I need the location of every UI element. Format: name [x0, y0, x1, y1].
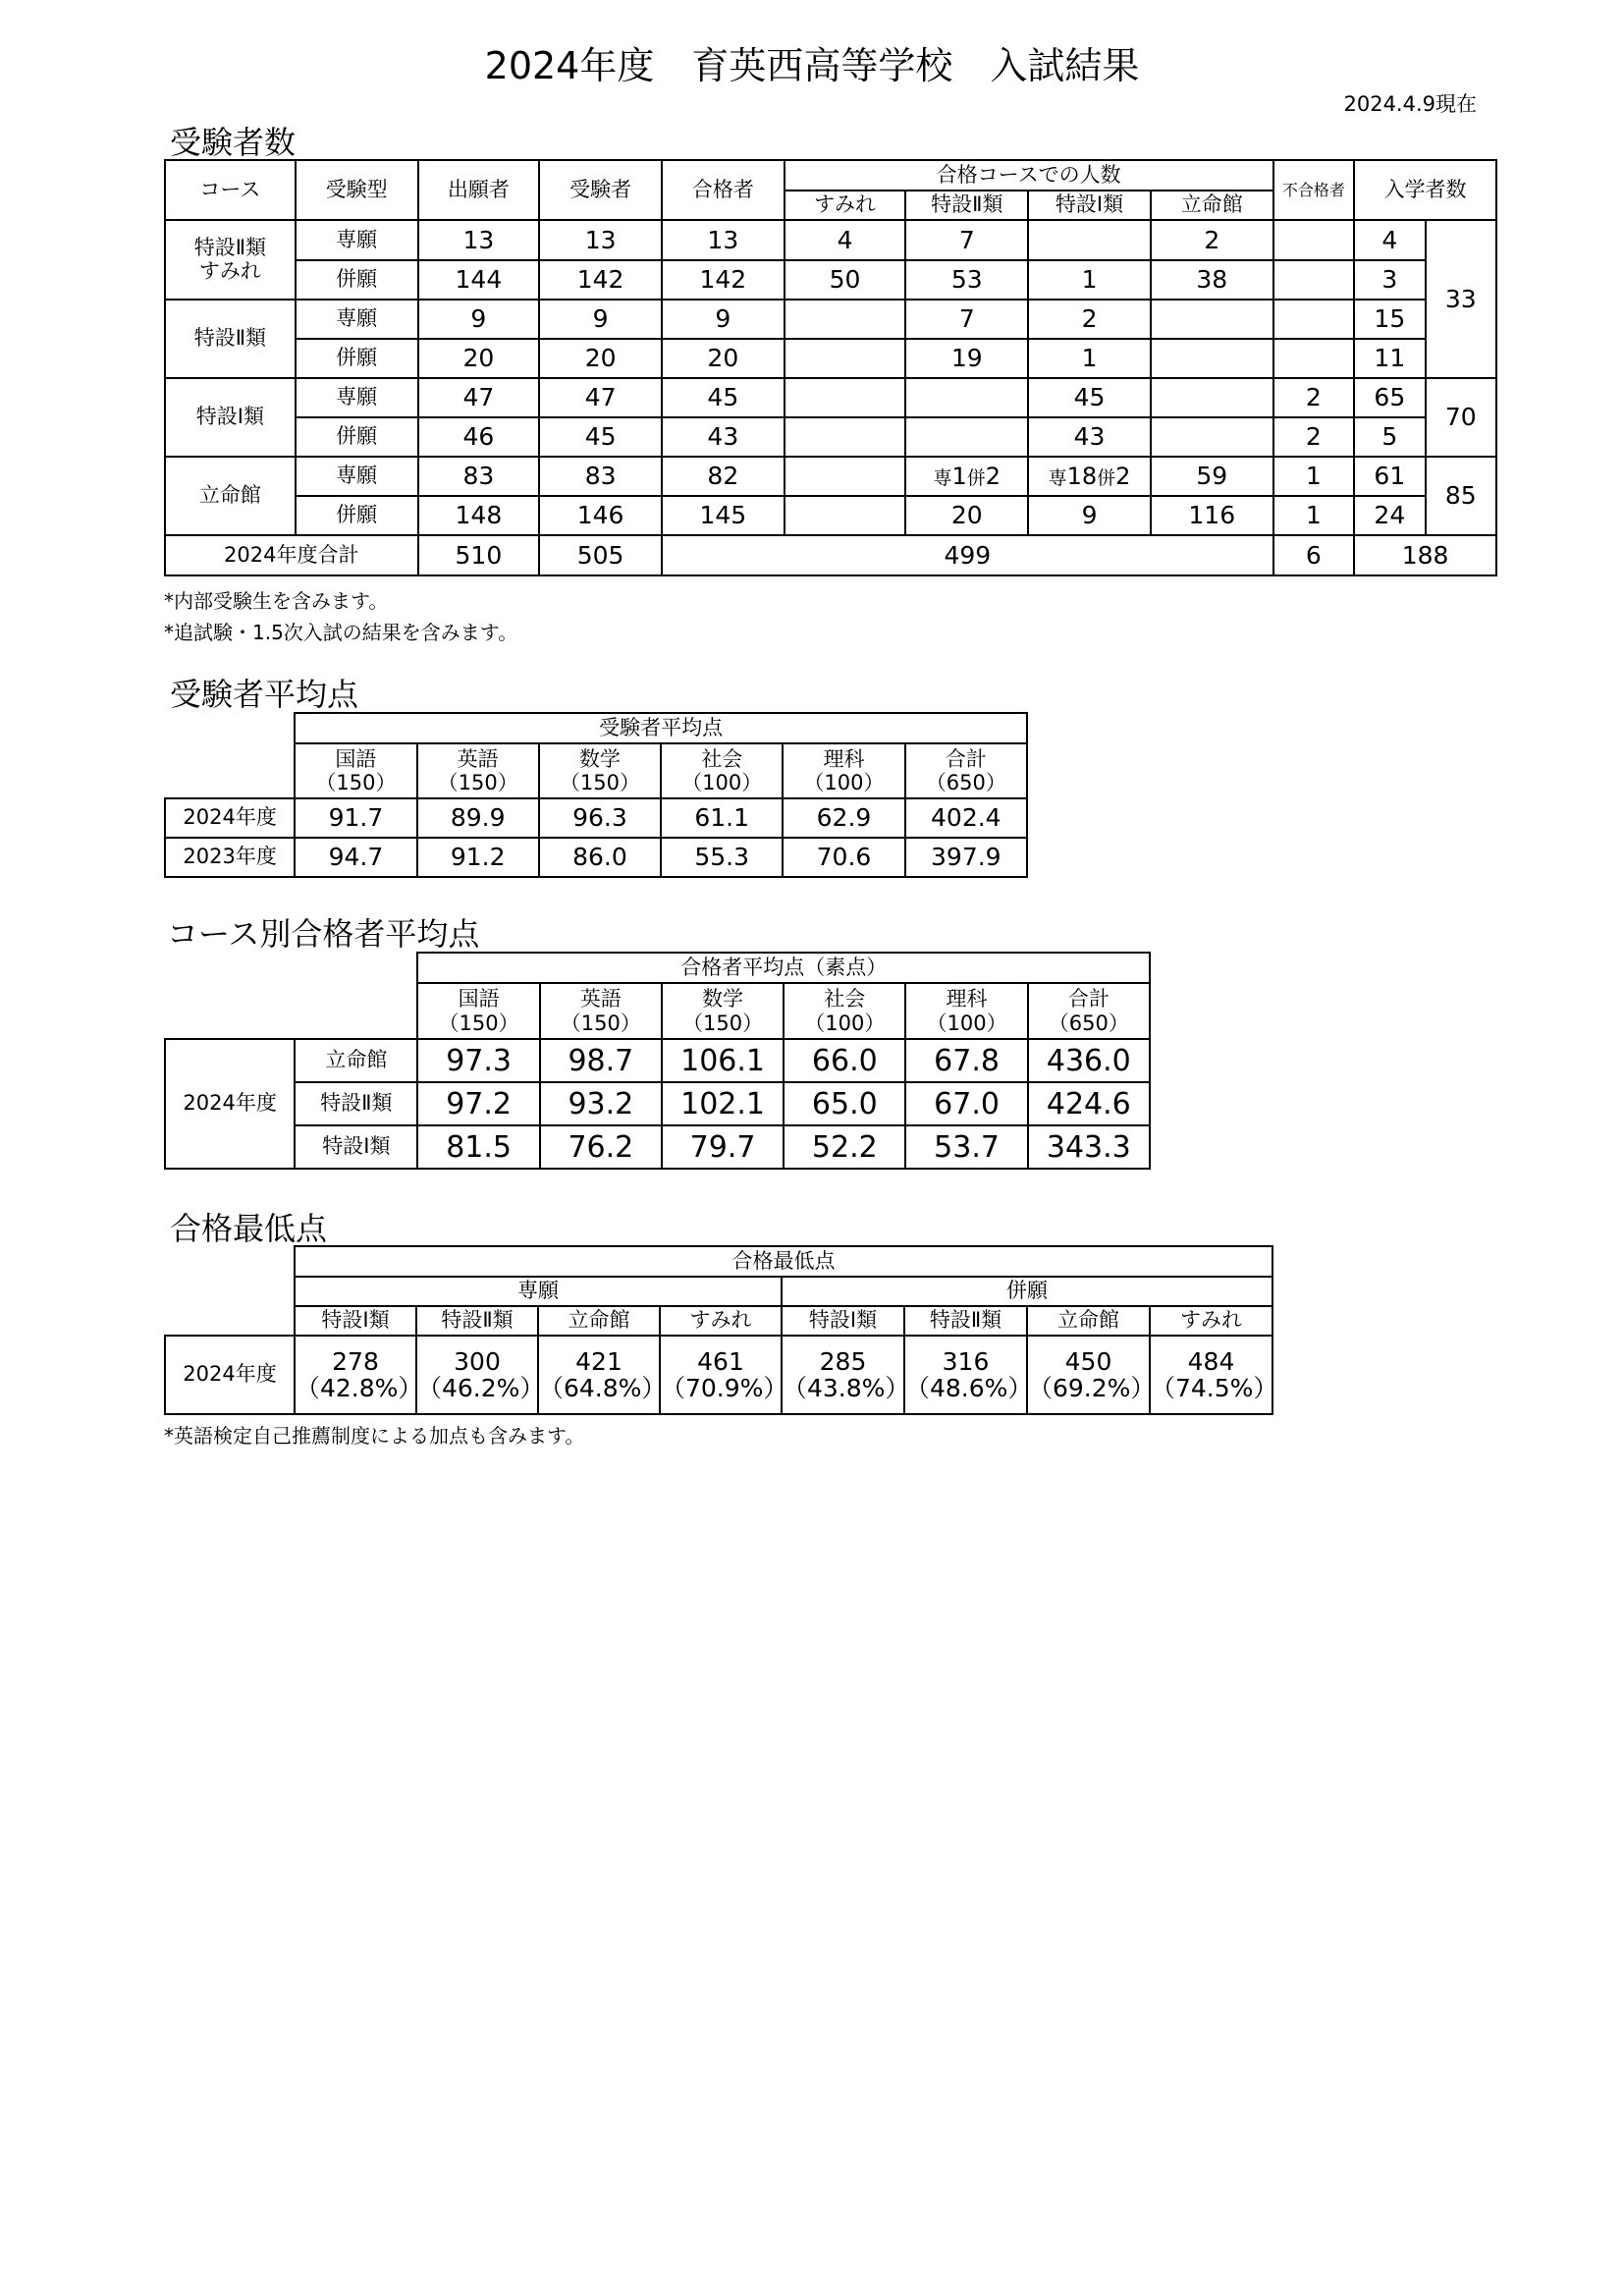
- subject-header: 社会 （100）: [661, 743, 783, 798]
- course-header: すみれ: [660, 1306, 782, 1336]
- group-heiguan: 併願: [782, 1277, 1272, 1306]
- total-applied: 510: [418, 535, 540, 575]
- ritsumeikan-value: 38: [1151, 260, 1273, 300]
- tokusetsu1-value: [1028, 220, 1151, 260]
- examined-value: 146: [539, 496, 662, 535]
- header-tokusetsu2: 特設Ⅱ類: [905, 191, 1028, 220]
- enrolled-value: 24: [1354, 496, 1425, 535]
- enrolled-value: 3: [1354, 260, 1425, 300]
- min-score-cell: 421 （64.8%）: [538, 1336, 660, 1414]
- group-senguan: 専願: [295, 1277, 782, 1306]
- header-sumire: すみれ: [785, 191, 906, 220]
- sumire-value: [785, 339, 906, 378]
- year-label: 2024年度: [165, 1336, 295, 1414]
- course-avg-value: 106.1: [662, 1039, 784, 1082]
- course-header: 特設Ⅱ類: [904, 1306, 1027, 1336]
- min-score-cell: 285 （43.8%）: [782, 1336, 904, 1414]
- total-failed: 6: [1273, 535, 1354, 575]
- sumire-value: [785, 378, 906, 417]
- failed-value: 2: [1273, 378, 1354, 417]
- course-label: 特設Ⅰ類: [295, 1125, 417, 1169]
- avg-scores-table: [164, 712, 1028, 878]
- course-header: 特設Ⅱ類: [416, 1306, 538, 1336]
- passed-value: 13: [662, 220, 785, 260]
- avg-value: 89.9: [417, 798, 539, 838]
- subject-header: 合計 （650）: [1028, 983, 1150, 1039]
- as-of-date: 2024.4.9現在: [1343, 92, 1477, 116]
- avg-value: 61.1: [661, 798, 783, 838]
- course-avg-value: 98.7: [540, 1039, 662, 1082]
- examined-value: 83: [539, 457, 662, 496]
- section-title-min-scores: 合格最低点: [170, 1210, 328, 1247]
- course-header: 立命館: [1027, 1306, 1150, 1336]
- exam-type: 併願: [296, 496, 418, 535]
- course-avg-value: 97.3: [417, 1039, 539, 1082]
- avg-value: 402.4: [905, 798, 1027, 838]
- failed-value: [1273, 220, 1354, 260]
- min-score-cell: 461 （70.9%）: [660, 1336, 782, 1414]
- header-exam-type: 受験型: [296, 160, 418, 220]
- enrolled-value: 5: [1354, 417, 1425, 457]
- course-label-ritsumeikan: 立命館: [165, 457, 296, 535]
- subject-header: 合計 （650）: [905, 743, 1027, 798]
- passed-value: 45: [662, 378, 785, 417]
- avg-value: 94.7: [295, 838, 416, 877]
- avg-value: 91.7: [295, 798, 416, 838]
- course-avg-value: 67.0: [905, 1082, 1027, 1125]
- exam-type: 併願: [296, 260, 418, 300]
- year-label: 2023年度: [165, 838, 295, 877]
- course-avg-value: 81.5: [417, 1125, 539, 1169]
- course-avg-header: 合格者平均点（素点）: [417, 953, 1150, 983]
- avg-value: 397.9: [905, 838, 1027, 877]
- header-applied: 出願者: [418, 160, 540, 220]
- tokusetsu2-value: 7: [905, 300, 1028, 339]
- course-label-t2: 特設Ⅱ類: [165, 300, 296, 378]
- course-header: 立命館: [538, 1306, 660, 1336]
- applied-value: 20: [418, 339, 540, 378]
- course-avg-value: 65.0: [784, 1082, 905, 1125]
- course-avg-value: 343.3: [1028, 1125, 1150, 1169]
- header-enrolled: 入学者数: [1354, 160, 1496, 220]
- subject-header: 英語 （150）: [540, 983, 662, 1039]
- failed-value: 1: [1273, 496, 1354, 535]
- passed-value: 82: [662, 457, 785, 496]
- sumire-value: [785, 300, 906, 339]
- ritsumeikan-value: 2: [1151, 220, 1273, 260]
- ritsumeikan-value: [1151, 339, 1273, 378]
- header-ritsumeikan: 立命館: [1151, 191, 1273, 220]
- year-label: 2024年度: [165, 1039, 295, 1169]
- failed-value: 1: [1273, 457, 1354, 496]
- header-course: コース: [165, 160, 296, 220]
- document-title: 2024年度 育英西高等学校 入試結果: [484, 44, 1140, 87]
- min-score-cell: 450 （69.2%）: [1027, 1336, 1150, 1414]
- applied-value: 13: [418, 220, 540, 260]
- avg-value: 91.2: [417, 838, 539, 877]
- tokusetsu2-value: [905, 378, 1028, 417]
- tokusetsu1-value: 1: [1028, 260, 1151, 300]
- min-scores-table: [164, 1245, 1278, 1415]
- applied-value: 47: [418, 378, 540, 417]
- course-avg-table: [164, 952, 1151, 1170]
- course-avg-value: 424.6: [1028, 1082, 1150, 1125]
- applied-value: 9: [418, 300, 540, 339]
- failed-value: [1273, 300, 1354, 339]
- enrolled-value: 15: [1354, 300, 1425, 339]
- course-avg-value: 76.2: [540, 1125, 662, 1169]
- section-title-course-avg: コース別合格者平均点: [167, 915, 480, 953]
- examined-value: 9: [539, 300, 662, 339]
- min-score-cell: 484 （74.5%）: [1150, 1336, 1272, 1414]
- total-enrolled: 188: [1354, 535, 1496, 575]
- header-failed: 不合格者: [1273, 160, 1354, 220]
- header-tokusetsu1: 特設Ⅰ類: [1028, 191, 1151, 220]
- exam-type: 専願: [296, 378, 418, 417]
- min-score-cell: 300 （46.2%）: [416, 1336, 538, 1414]
- tokusetsu1-value: 9: [1028, 496, 1151, 535]
- avg-value: 70.6: [783, 838, 904, 877]
- passed-value: 43: [662, 417, 785, 457]
- sumire-value: [785, 417, 906, 457]
- enrolled-value: 65: [1354, 378, 1425, 417]
- course-avg-value: 436.0: [1028, 1039, 1150, 1082]
- subject-header: 数学 （150）: [539, 743, 661, 798]
- avg-value: 62.9: [783, 798, 904, 838]
- ritsumeikan-value: [1151, 378, 1273, 417]
- total-label: 2024年度合計: [165, 535, 418, 575]
- total-examined: 505: [539, 535, 662, 575]
- applied-value: 148: [418, 496, 540, 535]
- examined-value: 142: [539, 260, 662, 300]
- passed-value: 9: [662, 300, 785, 339]
- note-internal: *内部受験生を含みます。: [164, 589, 389, 613]
- year-label: 2024年度: [165, 798, 295, 838]
- tokusetsu2-mixed-value: 専1併2: [905, 457, 1028, 496]
- sumire-value: [785, 496, 906, 535]
- examined-value: 47: [539, 378, 662, 417]
- tokusetsu1-value: 2: [1028, 300, 1151, 339]
- course-label: 特設Ⅱ類: [295, 1082, 417, 1125]
- exam-type: 併願: [296, 417, 418, 457]
- enrolled-value: 11: [1354, 339, 1425, 378]
- avg-value: 86.0: [539, 838, 661, 877]
- course-label-t2-sumire: 特設Ⅱ類 すみれ: [165, 220, 296, 300]
- sumire-value: [785, 457, 906, 496]
- course-avg-value: 79.7: [662, 1125, 784, 1169]
- course-avg-value: 102.1: [662, 1082, 784, 1125]
- exam-type: 専願: [296, 300, 418, 339]
- tokusetsu1-value: 45: [1028, 378, 1151, 417]
- subject-header: 理科 （100）: [783, 743, 904, 798]
- subject-header: 理科 （100）: [905, 983, 1027, 1039]
- sumire-value: 50: [785, 260, 906, 300]
- examined-value: 13: [539, 220, 662, 260]
- min-header: 合格最低点: [295, 1246, 1272, 1277]
- course-avg-value: 67.8: [905, 1039, 1027, 1082]
- passed-value: 145: [662, 496, 785, 535]
- ritsumeikan-value: 116: [1151, 496, 1273, 535]
- failed-value: [1273, 339, 1354, 378]
- exam-type: 専願: [296, 220, 418, 260]
- tokusetsu2-value: [905, 417, 1028, 457]
- tokusetsu2-value: 7: [905, 220, 1028, 260]
- passed-value: 142: [662, 260, 785, 300]
- header-examined: 受験者: [539, 160, 662, 220]
- subject-header: 国語 （150）: [417, 983, 539, 1039]
- section-title-avg-scores: 受験者平均点: [170, 676, 359, 713]
- course-avg-value: 52.2: [784, 1125, 905, 1169]
- header-by-course: 合格コースでの人数: [785, 160, 1273, 191]
- enrolled-value: 4: [1354, 220, 1425, 260]
- avg-value: 96.3: [539, 798, 661, 838]
- enrolled-total-b: 70: [1426, 378, 1496, 457]
- course-header: 特設Ⅰ類: [782, 1306, 904, 1336]
- note-makeup: *追試験・1.5次入試の結果を含みます。: [164, 621, 518, 644]
- total-passed: 499: [662, 535, 1273, 575]
- header-passed: 合格者: [662, 160, 785, 220]
- course-avg-value: 53.7: [905, 1125, 1027, 1169]
- applied-value: 46: [418, 417, 540, 457]
- applicants-table: [164, 159, 1497, 576]
- course-header: すみれ: [1150, 1306, 1272, 1336]
- failed-value: [1273, 260, 1354, 300]
- ritsumeikan-value: [1151, 300, 1273, 339]
- tokusetsu2-value: 20: [905, 496, 1028, 535]
- enrolled-value: 61: [1354, 457, 1425, 496]
- course-label: 立命館: [295, 1039, 417, 1082]
- tokusetsu1-mixed-value: 専18併2: [1028, 457, 1151, 496]
- course-avg-value: 93.2: [540, 1082, 662, 1125]
- min-score-cell: 278 （42.8%）: [295, 1336, 416, 1414]
- ritsumeikan-value: [1151, 417, 1273, 457]
- tokusetsu1-value: 1: [1028, 339, 1151, 378]
- course-avg-value: 66.0: [784, 1039, 905, 1082]
- applied-value: 83: [418, 457, 540, 496]
- tokusetsu1-value: 43: [1028, 417, 1151, 457]
- exam-type: 専願: [296, 457, 418, 496]
- section-title-applicants: 受験者数: [170, 124, 297, 161]
- ritsumeikan-value: 59: [1151, 457, 1273, 496]
- enrolled-total-c: 85: [1426, 457, 1496, 535]
- note-english-test: *英語検定自己推薦制度による加点も含みます。: [164, 1424, 585, 1448]
- applied-value: 144: [418, 260, 540, 300]
- subject-header: 国語 （150）: [295, 743, 416, 798]
- sumire-value: 4: [785, 220, 906, 260]
- course-label-t1: 特設Ⅰ類: [165, 378, 296, 457]
- course-header: 特設Ⅰ類: [295, 1306, 416, 1336]
- subject-header: 社会 （100）: [784, 983, 905, 1039]
- examined-value: 20: [539, 339, 662, 378]
- failed-value: 2: [1273, 417, 1354, 457]
- subject-header: 英語 （150）: [417, 743, 539, 798]
- exam-type: 併願: [296, 339, 418, 378]
- tokusetsu2-value: 19: [905, 339, 1028, 378]
- min-score-cell: 316 （48.6%）: [904, 1336, 1027, 1414]
- avg-value: 55.3: [661, 838, 783, 877]
- examined-value: 45: [539, 417, 662, 457]
- avg-header: 受験者平均点: [295, 713, 1027, 743]
- course-avg-value: 97.2: [417, 1082, 539, 1125]
- passed-value: 20: [662, 339, 785, 378]
- subject-header: 数学 （150）: [662, 983, 784, 1039]
- enrolled-total-a: 33: [1426, 220, 1496, 378]
- tokusetsu2-value: 53: [905, 260, 1028, 300]
